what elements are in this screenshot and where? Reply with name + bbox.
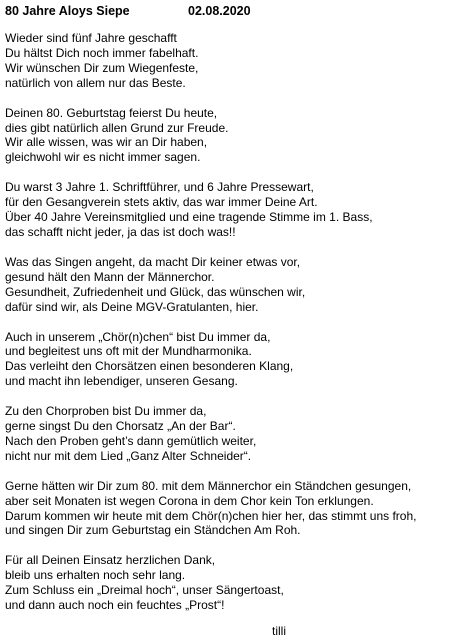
poem-line: Was das Singen angeht, da macht Dir keiner etwas vor, <box>5 254 301 269</box>
poem-line: und singen Dir zum Geburtstag ein Ständchen Am Roh. <box>5 523 301 538</box>
poem-line: gesund hält den Mann der Männerchor. <box>5 269 215 284</box>
poem-line: Du warst 3 Jahre 1. Schriftführer, und 6 Jahre Pressewart, <box>5 180 314 195</box>
poem-line: aber seit Monaten ist wegen Corona in dem Chor kein Ton erklungen. <box>5 493 374 508</box>
poem-line: Über 40 Jahre Vereinsmitglied und eine tragende Stimme im 1. Bass, <box>5 210 373 225</box>
poem-line: Gesundheit, Zufriedenheit und Glück, das wünschen wir, <box>5 284 306 299</box>
poem-line: Gerne hätten wir Dir zum 80. mit dem Männerchor ein Ständchen gesungen, <box>5 478 412 493</box>
poem-line: dies gibt natürlich allen Grund zur Freude. <box>5 120 229 135</box>
poem-line: Auch in unserem „Chör(n)chen“ bist Du immer da, <box>5 329 271 344</box>
poem-line: Das verleiht den Chorsätzen einen besonderen Klang, <box>5 359 294 374</box>
poem-line: Deinen 80. Geburtstag feierst Du heute, <box>5 105 218 120</box>
poem-line: Für all Deinen Einsatz herzlichen Dank, <box>5 553 216 568</box>
author-signature: tilli <box>272 624 286 638</box>
stanza-2 <box>5 106 449 166</box>
poem-line: Darum kommen wir heute mit dem Chör(n)chen hier her, das stimmt uns froh, <box>5 508 417 523</box>
poem-line: gerne singst Du den Chorsatz „An der Bar“. <box>5 419 236 434</box>
poem-line: und dann auch noch ein feuchtes „Prost“! <box>5 598 225 613</box>
stanza-5 <box>5 330 449 390</box>
document-header <box>5 4 251 18</box>
poem-line: Wieder sind fünf Jahre geschafft <box>5 31 177 45</box>
poem-line: dafür sind wir, als Deine MGV-Gratulanten, hier. <box>5 299 259 314</box>
header-date: 02.08.2020 <box>188 4 251 18</box>
stanza-7 <box>5 479 449 539</box>
poem-body <box>5 31 449 628</box>
stanza-8 <box>5 553 449 613</box>
stanza-1 <box>5 31 449 91</box>
poem-line: nicht nur mit dem Lied „Ganz Alter Schneider“. <box>5 448 252 463</box>
poem-line: und begleitest uns oft mit der Mundharmonika. <box>5 344 252 359</box>
header-title: 80 Jahre Aloys Siepe <box>5 4 130 18</box>
stanza-3 <box>5 180 449 240</box>
poem-line: und macht ihn lebendiger, unseren Gesang. <box>5 374 238 389</box>
stanza-6 <box>5 404 449 464</box>
poem-line: Zum Schluss ein „Dreimal hoch“, unser Sängertoast, <box>5 583 284 598</box>
poem-line: das schafft nicht jeder, ja das ist doch was!! <box>5 224 236 239</box>
poem-line: Nach den Proben geht’s dann gemütlich weiter, <box>5 433 257 448</box>
poem-line: Du hältst Dich noch immer fabelhaft. <box>5 45 199 60</box>
poem-line: Wir wünschen Dir zum Wiegenfeste, <box>5 60 199 75</box>
poem-line: bleib uns erhalten noch sehr lang. <box>5 568 186 583</box>
poem-line: Zu den Chorproben bist Du immer da, <box>5 404 207 419</box>
stanza-4 <box>5 255 449 315</box>
poem-line: gleichwohl wir es nicht immer sagen. <box>5 150 201 165</box>
poem-line: natürlich von allem nur das Beste. <box>5 75 186 90</box>
poem-line: für den Gesangverein stets aktiv, das war immer Deine Art. <box>5 195 318 210</box>
poem-line: Wir alle wissen, was wir an Dir haben, <box>5 135 208 150</box>
